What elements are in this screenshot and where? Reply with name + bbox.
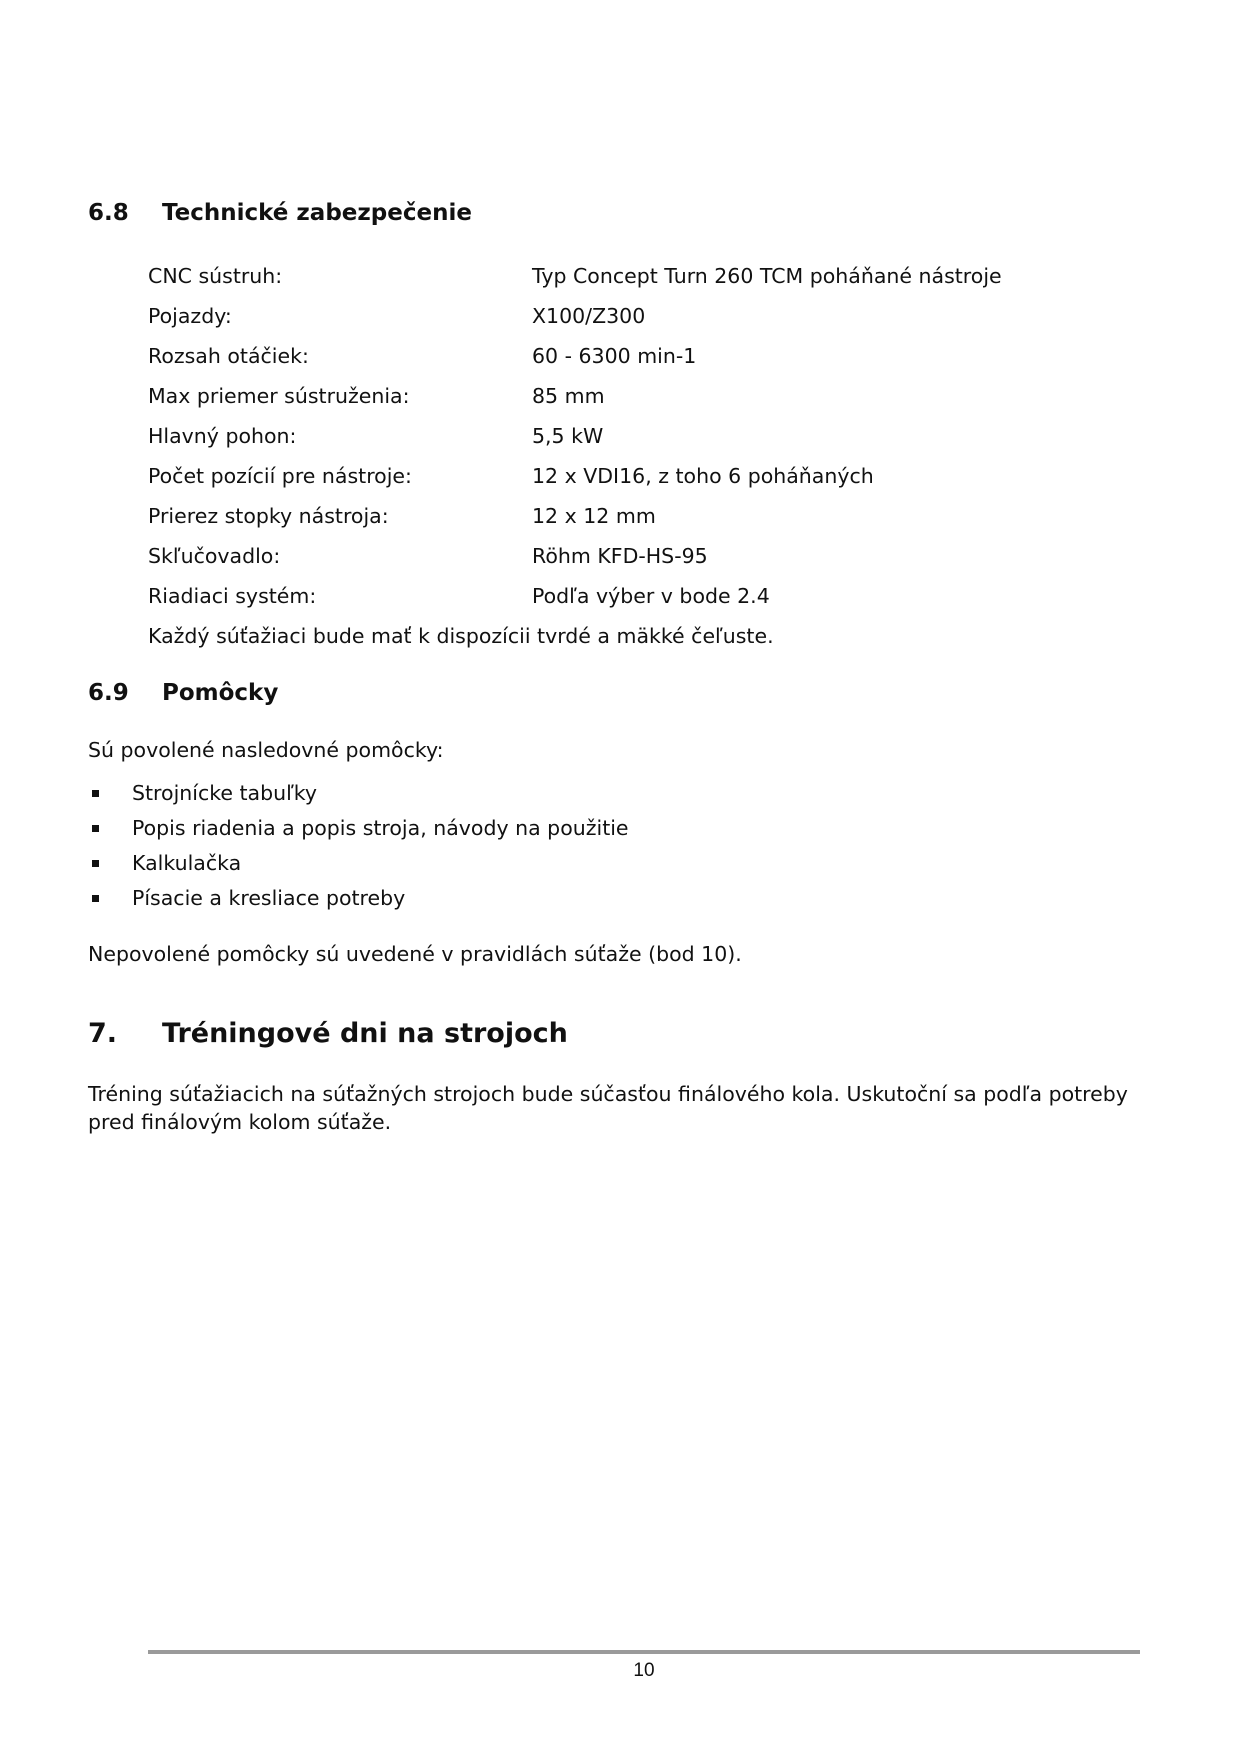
spec-row (148, 496, 1048, 536)
spec-label: CNC sústruh: (148, 264, 283, 288)
spec-value: 12 x 12 mm (532, 504, 656, 528)
spec-label: Skľučovadlo: (148, 544, 281, 568)
spec-row (148, 336, 1048, 376)
square-bullet-icon (92, 790, 99, 797)
square-bullet-icon (92, 860, 99, 867)
spec-row (148, 456, 1048, 496)
training-paragraph-line-1: Tréning súťažiacich na súťažných strojoch bude súčasťou finálového kola. Uskutoční sa podľa potreby (88, 1082, 1128, 1106)
spec-value: Typ Concept Turn 260 TCM poháňané nástroje (532, 264, 1002, 288)
square-bullet-icon (92, 895, 99, 902)
square-bullet-icon (92, 825, 99, 832)
spec-row (148, 256, 1048, 296)
spec-label: Počet pozícií pre nástroje: (148, 464, 412, 488)
forbidden-aids-note: Nepovolené pomôcky sú uvedené v pravidlách súťaže (bod 10). (88, 942, 742, 966)
list-item-text: Písacie a kresliace potreby (132, 886, 406, 910)
page-number: 10 (633, 1660, 655, 1681)
spec-label: Prierez stopky nástroja: (148, 504, 389, 528)
section-number: 7. (88, 1018, 118, 1049)
spec-value: 85 mm (532, 384, 605, 408)
section-heading-6-9 (88, 680, 278, 706)
list-item-text: Strojnícke tabuľky (132, 781, 318, 805)
spec-value: X100/Z300 (532, 304, 646, 328)
spec-row (148, 416, 1048, 456)
section-title: Technické zabezpečenie (162, 200, 472, 226)
spec-label: Hlavný pohon: (148, 424, 297, 448)
section-title: Pomôcky (162, 680, 279, 706)
list-item-text: Kalkulačka (132, 851, 242, 875)
spec-value: 60 - 6300 min-1 (532, 344, 697, 368)
allowed-aids-intro: Sú povolené nasledovné pomôcky: (88, 738, 444, 762)
section-title: Tréningové dni na strojoch (162, 1018, 568, 1049)
spec-label: Rozsah otáčiek: (148, 344, 309, 368)
technical-specs-table (148, 256, 1048, 616)
spec-label: Riadiaci systém: (148, 584, 317, 608)
training-paragraph-line-2: pred finálovým kolom súťaže. (88, 1110, 392, 1134)
spec-label: Max priemer sústruženia: (148, 384, 410, 408)
footer-divider (148, 1650, 1140, 1654)
section-heading-6-8 (88, 200, 472, 226)
spec-row (148, 296, 1048, 336)
spec-row (148, 576, 1048, 616)
section-heading-7 (88, 1018, 568, 1049)
list-item-text: Popis riadenia a popis stroja, návody na použitie (132, 816, 629, 840)
spec-value: Podľa výber v bode 2.4 (532, 584, 770, 608)
section-number: 6.9 (88, 680, 129, 706)
spec-label: Pojazdy: (148, 304, 232, 328)
spec-value: Röhm KFD-HS-95 (532, 544, 708, 568)
section-number: 6.8 (88, 200, 129, 226)
spec-value: 12 x VDI16, z toho 6 poháňaných (532, 464, 874, 488)
spec-row (148, 536, 1048, 576)
spec-row (148, 376, 1048, 416)
spec-note: Každý súťažiaci bude mať k dispozícii tvrdé a mäkké čeľuste. (148, 624, 774, 648)
spec-value: 5,5 kW (532, 424, 604, 448)
